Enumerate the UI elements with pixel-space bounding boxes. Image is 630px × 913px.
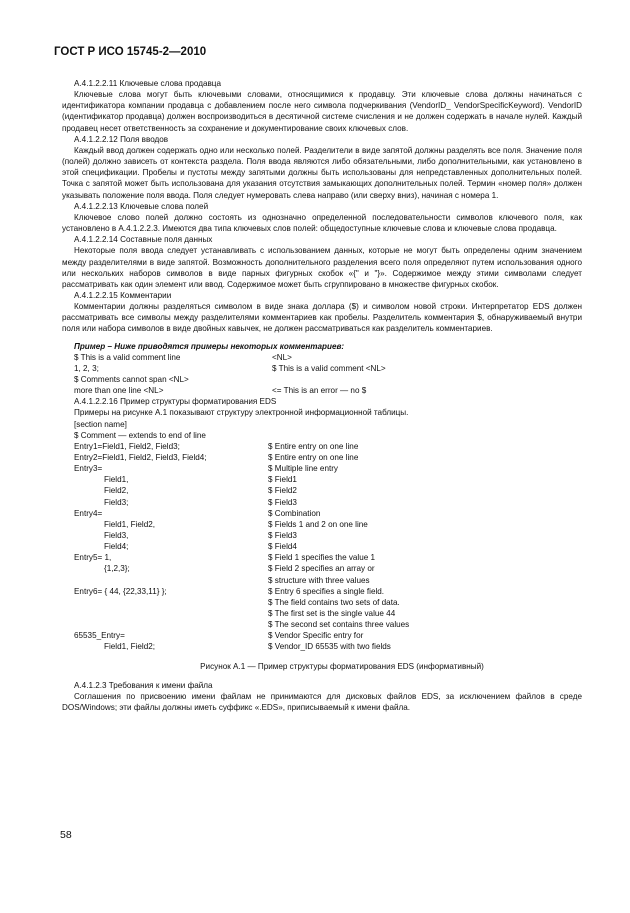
code-text: Field3, bbox=[104, 531, 129, 541]
code-comment: $ The field contains two sets of data. bbox=[268, 597, 400, 607]
code-text: Entry4= bbox=[74, 508, 103, 518]
section-heading: Примеры на рисунке А.1 показывают структуру электронной информационной таблицы. bbox=[74, 408, 409, 418]
code-text: {1,2,3}; bbox=[104, 564, 130, 574]
code-row bbox=[62, 474, 582, 485]
code-row bbox=[62, 641, 582, 652]
code-text: Entry2=Field1, Field2, Field3, Field4; bbox=[74, 453, 207, 463]
code-row bbox=[62, 352, 582, 363]
section-heading: А.4.1.2.2.14 Составные поля данных bbox=[74, 235, 213, 245]
paragraph: Некоторые поля ввода следует устанавливать с использованием данных, которые не могут быть определены одним значением между разделителями в виде запятой. Возможность дополнительного разделения всего поля определяют путем использования одного или нескольких наборов символов в виде парных фигурных скобок «{" и "}». Содержимое между этими символами следует рассматривать как один элемент или ввод. Содержимое может быть сгруппировано в множестве фигурных скобок. bbox=[62, 246, 582, 289]
code-comment: $ Field3 bbox=[268, 531, 297, 541]
code-row bbox=[62, 552, 582, 563]
code-text: Field4; bbox=[104, 542, 129, 552]
section-heading: А.4.1.2.2.11 Ключевые слова продавца bbox=[74, 79, 221, 88]
code-row bbox=[62, 586, 582, 597]
code-comment: $ structure with three values bbox=[268, 575, 370, 585]
code-row bbox=[62, 497, 582, 508]
code-row bbox=[62, 374, 582, 385]
code-text: Entry3= bbox=[74, 464, 103, 474]
code-comment: $ The second set contains three values bbox=[268, 620, 410, 630]
code-comment: <NL> bbox=[272, 352, 292, 362]
document-body bbox=[62, 78, 582, 713]
paragraph: Соглашения по присвоению имени файлам не принимаются для дисковых файлов EDS, за исключением файлов в среде DOS/Windows; эти файлы должны иметь суффикс «.EDS», приписываемый к имени файла. bbox=[62, 691, 582, 713]
code-row bbox=[62, 519, 582, 530]
running-header: ГОСТ Р ИСО 15745-2—2010 bbox=[54, 46, 207, 58]
code-comment: $ Entire entry on one line bbox=[268, 453, 359, 463]
code-text: [section name] bbox=[74, 419, 127, 429]
code-row bbox=[62, 508, 582, 519]
code-text: more than one line <NL> bbox=[74, 386, 164, 396]
code-text: 1, 2, 3; bbox=[74, 363, 99, 373]
page-number: 58 bbox=[60, 829, 72, 841]
code-text: Entry1=Field1, Field2, Field3; bbox=[74, 441, 180, 451]
section-heading: А.4.1.2.2.13 Ключевые слова полей bbox=[74, 201, 209, 211]
code-row bbox=[62, 619, 582, 630]
code-row bbox=[62, 463, 582, 474]
paragraph: Ключевые слова могут быть ключевыми словами, относящимися к продавцу. Эти ключевые слова должны начинаться с идентификатора компании продавца с добавлением после него символа подчеркивания (VendorID_ VendorSpecificKeyword). VendorID (идентификатор продавца) должен воспроизводиться в десятичной системе счисления и не должен содержать в начале нулей. Каждый продавец несет ответственность за сохранение и документирование своих ключевых слов. bbox=[62, 90, 582, 133]
code-text: $ Comment — extends to end of line bbox=[74, 430, 206, 440]
code-row bbox=[62, 441, 582, 452]
code-comment: <= This is an error — no $ bbox=[272, 386, 367, 396]
code-comment: $ Field4 bbox=[268, 542, 297, 552]
code-comment: $ The first set is the single value 44 bbox=[268, 609, 396, 619]
paragraph: Ключевое слово полей должно состоять из однозначно определенной последовательности символов ключевого поля, как установлено в А.4.1.2.2.3. Имеются два типа ключевых слов полей: общедоступные ключевые слова и ключевые слова продавца. bbox=[62, 212, 582, 234]
section-heading: А.4.1.2.2.16 Пример структуры форматирования EDS bbox=[74, 397, 277, 407]
code-row bbox=[62, 485, 582, 496]
code-comment: $ Field3 bbox=[268, 497, 297, 507]
code-comment: $ Field 1 specifies the value 1 bbox=[268, 553, 376, 563]
code-text: 65535_Entry= bbox=[74, 631, 125, 641]
section-heading: А.4.1.2.2.12 Поля вводов bbox=[74, 134, 169, 144]
code-comment: $ Field 2 specifies an array or bbox=[268, 564, 375, 574]
code-row bbox=[62, 608, 582, 619]
code-comment: $ Combination bbox=[268, 508, 321, 518]
code-row bbox=[62, 452, 582, 463]
code-text: Field1, Field2; bbox=[104, 642, 156, 652]
code-text: Field2, bbox=[104, 486, 129, 496]
code-row bbox=[62, 363, 582, 374]
code-row bbox=[62, 385, 582, 396]
code-text: Field3; bbox=[104, 497, 129, 507]
code-text: Field1, Field2, bbox=[104, 519, 156, 529]
figure-caption: Рисунок А.1 — Пример структуры форматирования EDS (информативный) bbox=[200, 661, 484, 671]
code-comment: $ Fields 1 and 2 on one line bbox=[268, 519, 368, 529]
code-comment: $ This is a valid comment <NL> bbox=[272, 363, 386, 373]
code-comment: $ Field2 bbox=[268, 486, 297, 496]
code-comment: $ Vendor Specific entry for bbox=[268, 631, 364, 641]
code-text: $ This is a valid comment line bbox=[74, 352, 181, 362]
section-heading: А.4.1.2.2.15 Комментарии bbox=[74, 290, 172, 300]
code-comment: $ Multiple line entry bbox=[268, 464, 338, 474]
code-comment: $ Field1 bbox=[268, 475, 297, 485]
code-comment: $ Entire entry on one line bbox=[268, 441, 359, 451]
example-heading: Пример – Ниже приводятся примеры некоторых комментариев: bbox=[74, 341, 345, 351]
code-row bbox=[62, 530, 582, 541]
section-heading: А.4.1.2.3 Требования к имени файла bbox=[74, 680, 213, 690]
code-row bbox=[62, 541, 582, 552]
code-row bbox=[62, 430, 582, 441]
code-row bbox=[62, 419, 582, 430]
code-text: $ Comments cannot span <NL> bbox=[74, 375, 189, 385]
code-comment: $ Entry 6 specifies a single field. bbox=[268, 586, 385, 596]
paragraph: Комментарии должны разделяться символом в виде знака доллара ($) и символом новой строки. Интерпретатор EDS должен рассматривать все символы между разделителями комментариев как пробелы. Разделитель комментария $, обнаруживаемый внутри поля или набора символов в виде двойных кавычек, не должен рассматриваться как разделитель комментариев. bbox=[62, 302, 582, 334]
code-row bbox=[62, 575, 582, 586]
code-row bbox=[62, 630, 582, 641]
code-text: Entry5= 1, bbox=[74, 553, 112, 563]
code-text: Field1, bbox=[104, 475, 129, 485]
code-row bbox=[62, 597, 582, 608]
paragraph: Каждый ввод должен содержать одно или несколько полей. Разделители в виде запятой должны разделять все поля. Значение поля (полей) должно зависеть от контекста раздела. Поля ввода являются либо обязательными, либо дополнительными, как установлено в этой спецификации. Пробелы и пустоты между запятыми должны быть использованы для непредставленных дополнительных полей. Точка с запятой может быть использована для указания отсутствия замыкающих дополнительных полей. Термин «номер поля» должен указывать положение поля ввода. Поля следует нумеровать слева направо (или сверху вниз), начиная с номера 1. bbox=[62, 145, 582, 200]
code-comment: $ Vendor_ID 65535 with two fields bbox=[268, 642, 391, 652]
code-row bbox=[62, 563, 582, 574]
code-text: Entry6= { 44, {22,33,11} }; bbox=[74, 586, 167, 596]
